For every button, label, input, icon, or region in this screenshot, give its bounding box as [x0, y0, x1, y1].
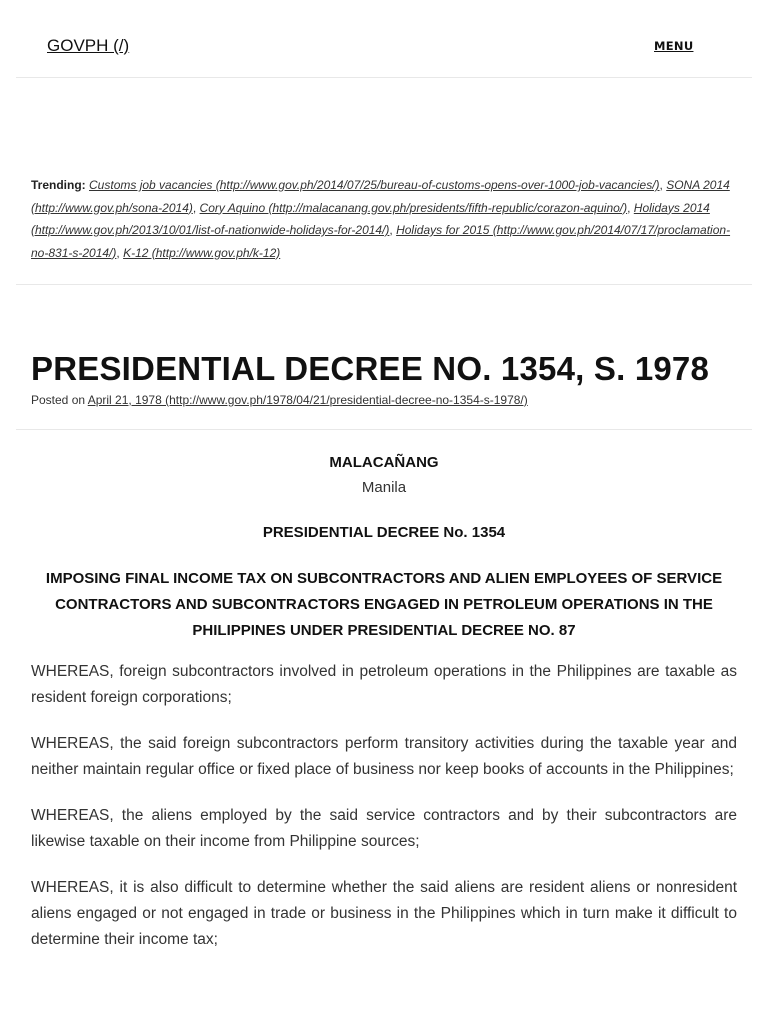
trending-separator: , [627, 200, 634, 215]
whereas-paragraph: WHEREAS, the aliens employed by the said service contractors and by their subcontractors are likewise taxable on their income from Philippine sources; [31, 807, 737, 850]
trending-link-cory-aquino[interactable]: Cory Aquino (http://malacanang.gov.ph/presidents/fifth-republic/corazon-aquino/) [199, 200, 628, 215]
trending-separator: , [192, 200, 200, 215]
trending-separator: , [659, 178, 667, 192]
trending-link-customs[interactable]: Customs job vacancies (http://www.gov.ph/2014/07/25/bureau-of-customs-opens-over-1000-job-vacancies/) [89, 178, 660, 192]
whereas-paragraph: WHEREAS, foreign subcontractors involved in petroleum operations in the Philippines are taxable as resident foreign corporations; [31, 663, 737, 706]
trending-link-k12[interactable]: K-12 (http://www.gov.ph/k-12) [123, 245, 281, 260]
trending-label: Trending: [31, 178, 86, 192]
trending-bar [31, 174, 741, 264]
decree-heading [31, 451, 737, 644]
posted-date-link[interactable]: April 21, 1978 (http://www.gov.ph/1978/04/21/presidential-decree-no-1354-s-1978/) [87, 393, 528, 407]
govph-home-link[interactable]: GOVPH (/) [47, 36, 130, 55]
trending-link-holidays-2014[interactable]: Holidays 2014 (http://www.gov.ph/2013/10/01/list-of-nationwide-holidays-for-2014/) [31, 200, 710, 237]
divider [16, 429, 752, 430]
decree-number: PRESIDENTIAL DECREE No. 1354 [262, 524, 506, 541]
trending-separator: , [389, 223, 397, 237]
site-header [16, 0, 752, 78]
menu-button[interactable]: MENU [654, 39, 694, 53]
trending-link-holidays-2015[interactable]: Holidays for 2015 (http://www.gov.ph/2014/07/17/proclamation-no-831-s-2014/) [31, 223, 731, 260]
palace-name: MALACAÑANG [329, 454, 439, 471]
whereas-paragraph: WHEREAS, the said foreign subcontractors perform transitory activities during the taxable year and neither maintain regular office or fixed place of business nor keep books of accounts in the Philippines; [31, 735, 737, 778]
posted-prefix: Posted on [31, 393, 88, 407]
decree-title: IMPOSING FINAL INCOME TAX ON SUBCONTRACTORS AND ALIEN EMPLOYEES OF SERVICE CONTRACTORS AND SUBCONTRACTORS ENGAGED IN PETROLEUM OPERATIONS IN THE PHILIPPINES UNDER PRESIDENTIAL DECREE NO. 87 [45, 570, 723, 639]
posted-date [31, 393, 528, 407]
whereas-paragraph: WHEREAS, it is also difficult to determine whether the said aliens are resident aliens or nonresident aliens engaged or not engaged in trade or business in the Philippines which in turn make it difficult to determine their income tax; [31, 879, 737, 948]
trending-link-sona[interactable]: SONA 2014 (http://www.gov.ph/sona-2014) [31, 178, 730, 215]
divider [16, 284, 752, 285]
decree-body [31, 451, 737, 953]
page-title: PRESIDENTIAL DECREE NO. 1354, S. 1978 [31, 350, 710, 387]
trending-separator: , [116, 245, 124, 260]
city-name: Manila [361, 479, 407, 496]
